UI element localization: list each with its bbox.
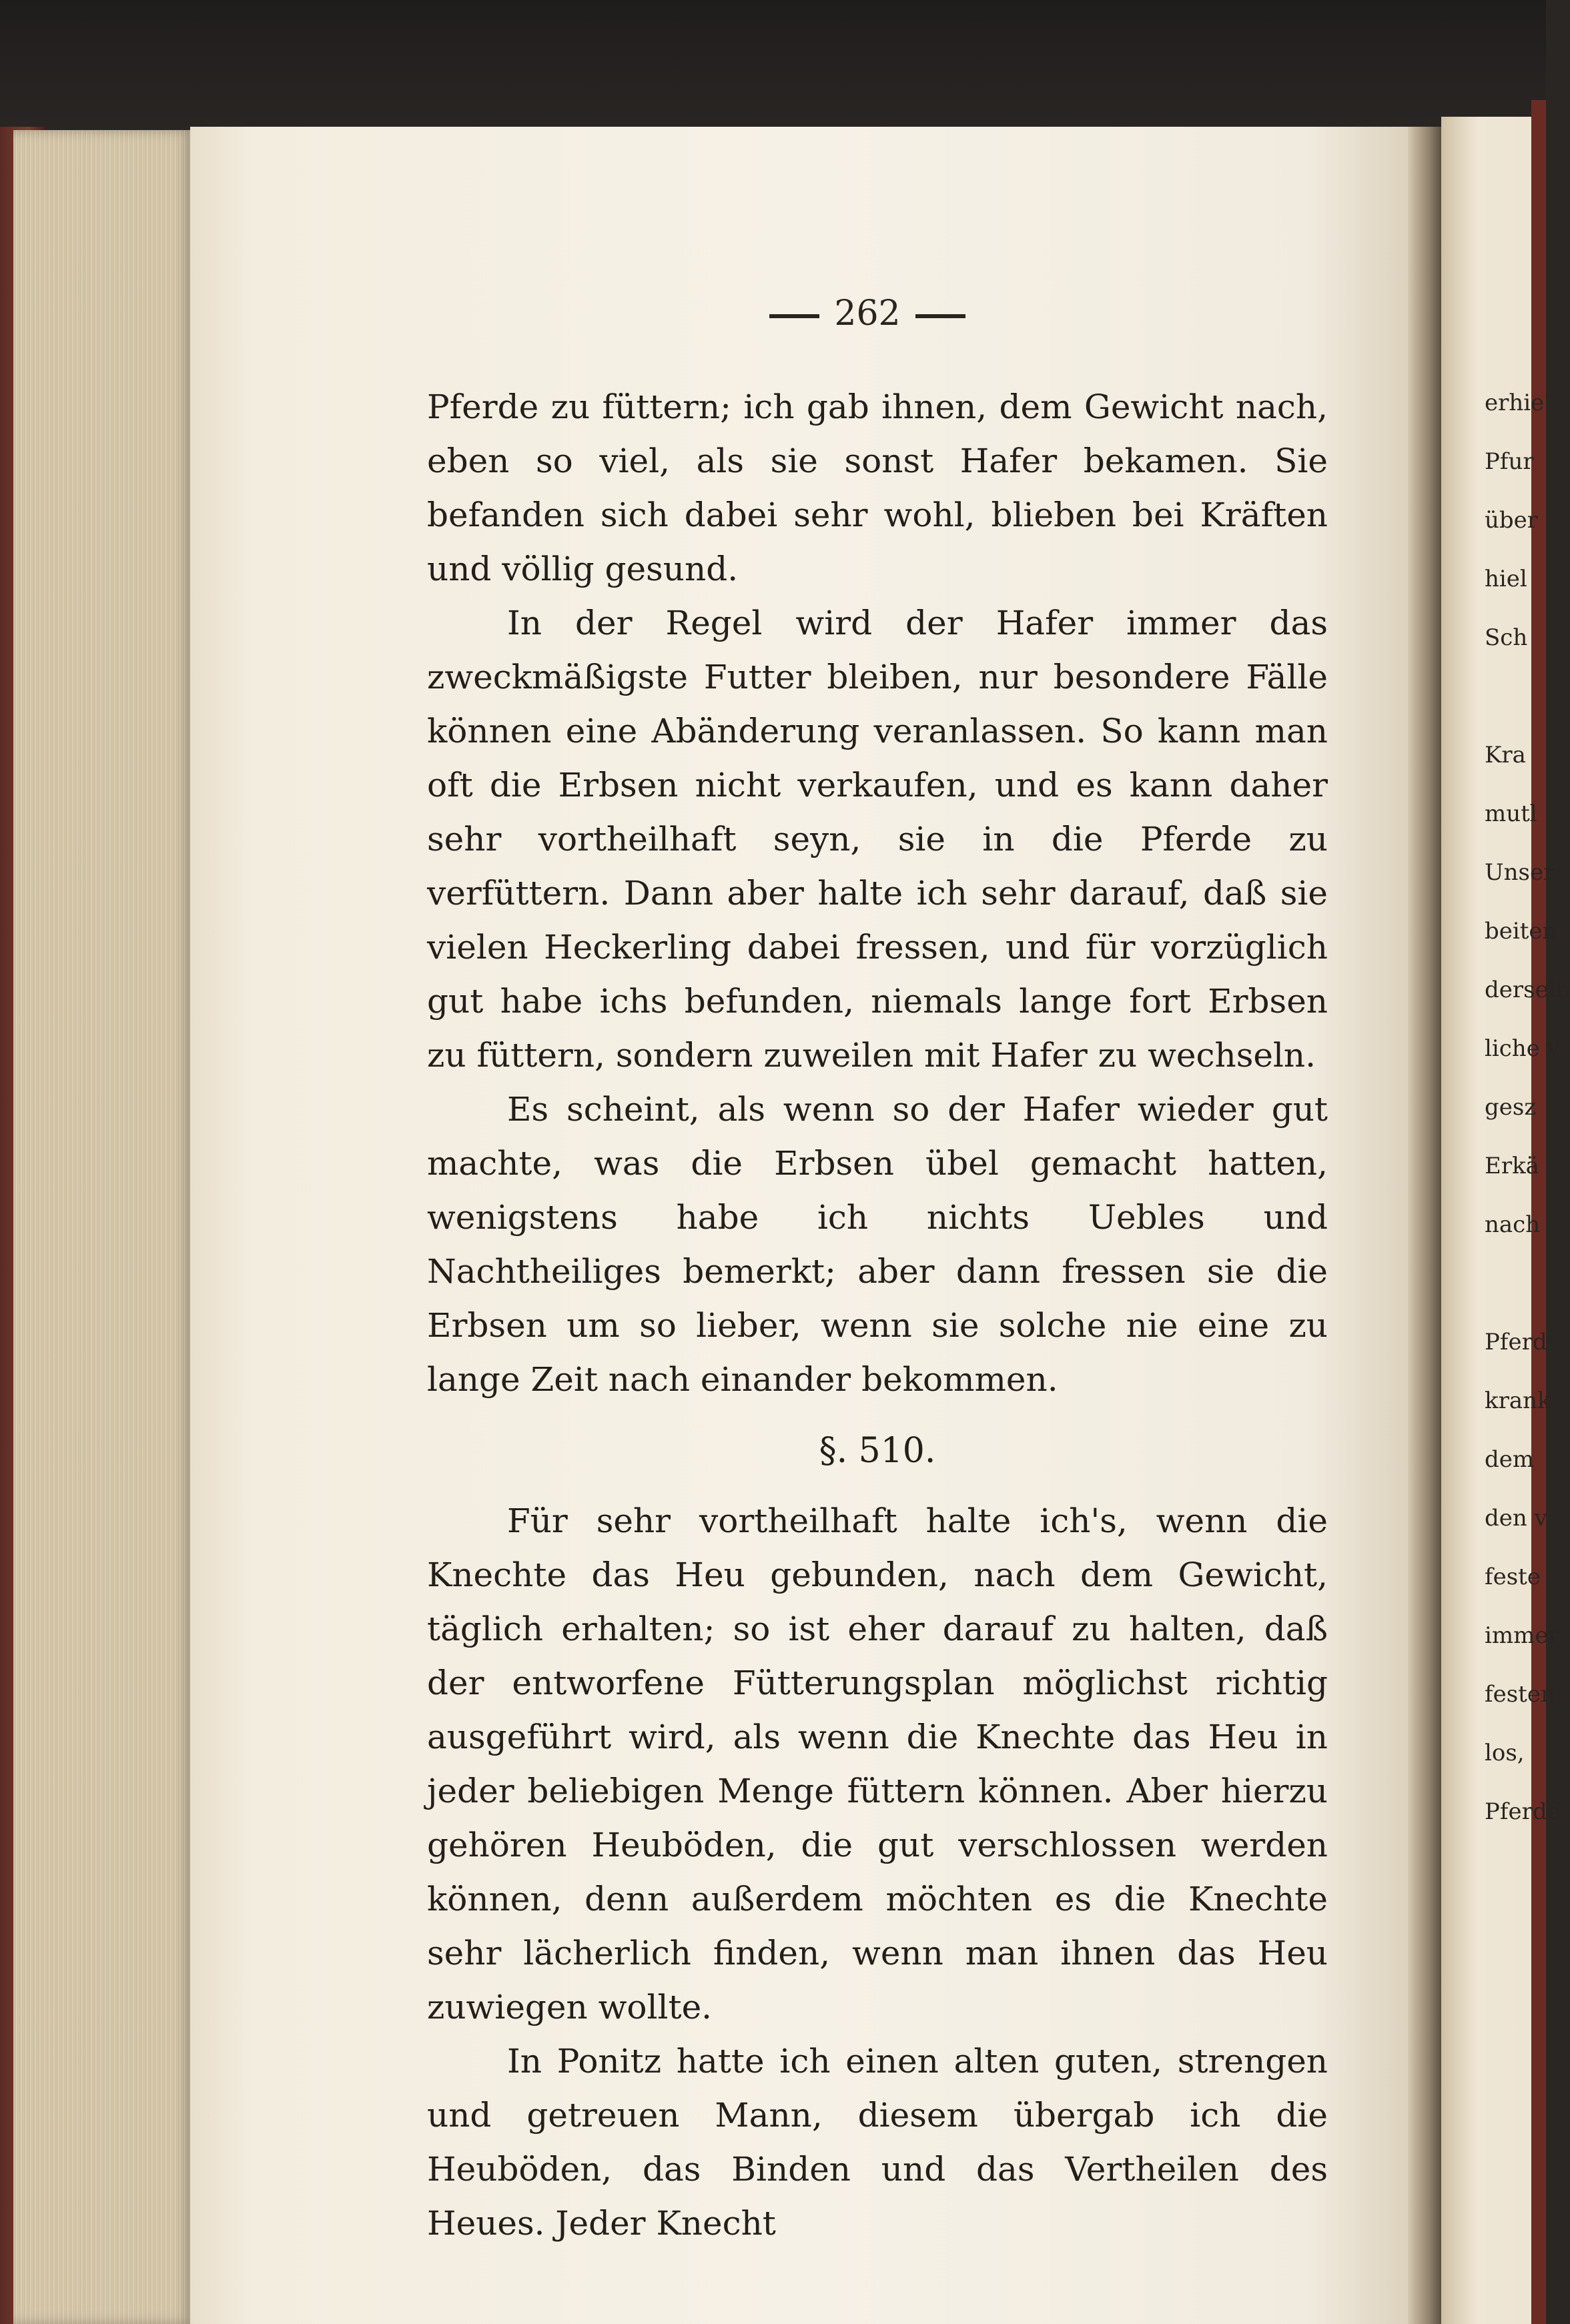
fragment-line: krank — [1485, 1387, 1551, 1414]
paragraph: In Ponitz hatte ich einen alten guten, strengen und getreuen Mann, diesem übergab ich die Heuböden, das Binden und das Vertheilen des Heues. Jeder Knecht — [427, 2042, 1328, 2243]
section-heading: §. 510. — [819, 1431, 936, 1471]
page-number: 262 — [834, 294, 901, 334]
fragment-line: gesz — [1485, 1094, 1537, 1121]
fragment-line: hiel — [1485, 566, 1527, 592]
fragment-line: immer — [1485, 1622, 1559, 1649]
fragment-line: beiten — [1485, 918, 1557, 945]
fragment-line: Kra — [1485, 742, 1526, 768]
fragment-line: mutl — [1485, 800, 1537, 827]
fragment-line: nach — [1485, 1211, 1541, 1238]
fragment-line: Sch — [1485, 624, 1528, 651]
fragment-line: festen — [1485, 1681, 1555, 1708]
paragraph: Pferde zu füttern; ich gab ihnen, dem Gewicht nach, eben so viel, als sie sonst Hafer bekamen. Sie befanden sich dabei sehr wohl, blieben bei Kräften und völlig gesund. — [427, 388, 1328, 588]
fragment-line — [1485, 667, 1546, 726]
fragment-line: liche v — [1485, 1035, 1560, 1062]
fragment-line: Erkä — [1485, 1153, 1539, 1179]
body-text — [427, 380, 1328, 2251]
paragraph: In der Regel wird der Hafer immer das zweckmäßigste Futter bleiben, nur besondere Fälle können eine Abänderung veranlassen. So kann man oft die Erbsen nicht verkaufen, und es kann daher sehr vortheilhaft seyn, sie in die Pferde zu verfüttern. Dann aber halte ich sehr darauf, daß sie vielen Heckerling dabei fressen, und für vorzüglich gut habe ichs befunden, niemals lange fort Erbsen zu füttern, sondern zuweilen mit Hafer zu wechseln. — [427, 604, 1328, 1075]
next-page-text-fragments — [1485, 374, 1570, 1841]
paragraph: Es scheint, als wenn so der Hafer wieder gut machte, was die Erbsen übel gemacht hatten, wenigstens habe ich nichts Uebles und Nachtheiliges bemerkt; aber dann fressen sie die Erbsen um so lieber, wenn sie solche nie eine zu lange Zeit nach einander bekommen. — [427, 1090, 1328, 1399]
fragment-line: dem — [1485, 1446, 1535, 1473]
fragment-line: feste — [1485, 1564, 1541, 1590]
header-dash-left — [769, 314, 819, 318]
fragment-line: Pferde — [1485, 1798, 1561, 1825]
fragment-line: derselb — [1485, 977, 1570, 1003]
paragraph: Für sehr vortheilhaft halte ich's, wenn die Knechte das Heu gebunden, nach dem Gewicht, täglich erhalten; so ist eher darauf zu halten, daß der entworfene Fütterungsplan möglichst richtig ausgeführt wird, als wenn die Knechte das Heu in jeder beliebigen Menge füttern können. Aber hierzu gehören Heuböden, die gut verschlossen werden können, denn außerdem möchten es die Knechte sehr lächerlich finden, wenn man ihnen das Heu zuwiegen wollte. — [427, 1502, 1328, 2026]
page-edges — [13, 130, 193, 2324]
fragment-line: Pferd — [1485, 1329, 1547, 1355]
fragment-line: erhie' — [1485, 390, 1551, 416]
header-dash-right — [915, 314, 965, 318]
fragment-line: Unser — [1485, 859, 1555, 886]
fragment-line — [1485, 1254, 1546, 1313]
fragment-line: über — [1485, 507, 1539, 534]
page-header — [701, 294, 1034, 347]
fragment-line: den v — [1485, 1505, 1547, 1532]
fragment-line: Pfur — [1485, 448, 1534, 475]
fragment-line: los, — [1485, 1740, 1525, 1766]
